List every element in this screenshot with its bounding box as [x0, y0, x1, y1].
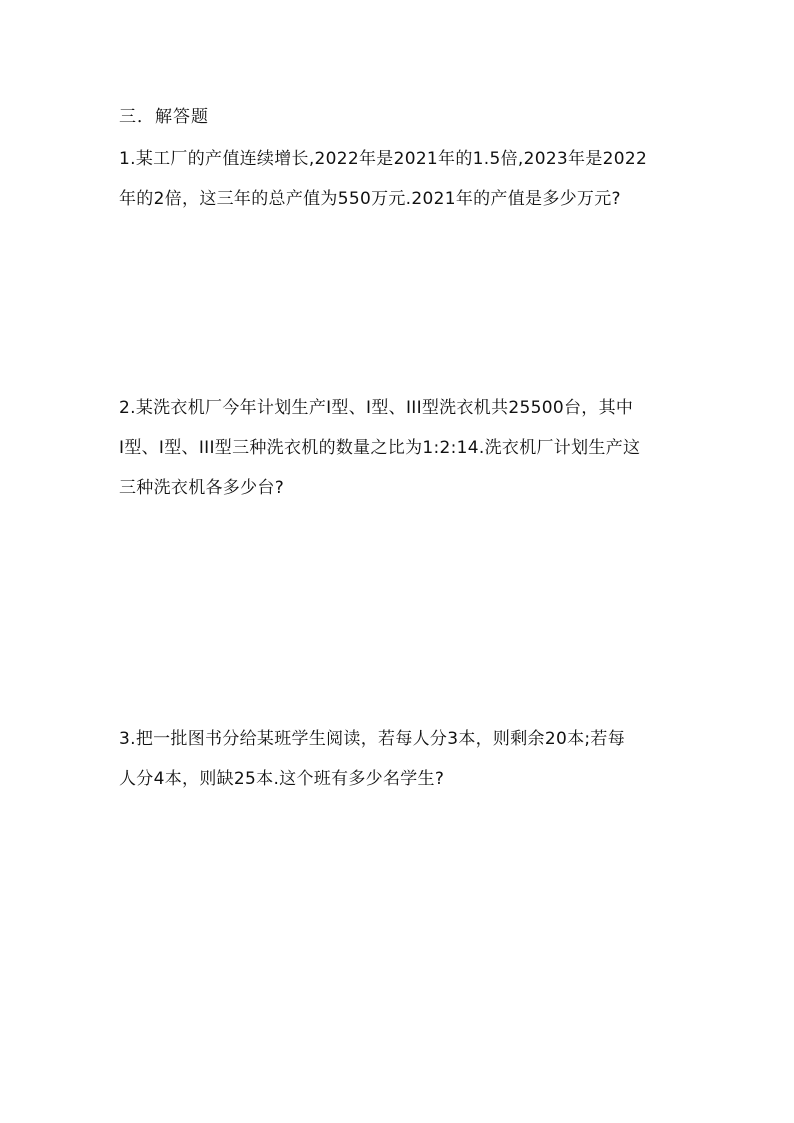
question-2-line-2: I型、I型、III型三种洗衣机的数量之比为1:2:14.洗衣机厂计划生产这: [119, 438, 641, 458]
question-1-line-1: 1.某工厂的产值连续增长,2022年是2021年的1.5倍,2023年是2022: [119, 149, 648, 169]
section-title: 三．解答题: [119, 107, 209, 127]
question-2: [119, 395, 694, 515]
question-2-line-1: 2.某洗衣机厂今年计划生产I型、I型、III型洗衣机共25500台，其中: [119, 398, 634, 418]
question-1: [119, 146, 694, 226]
question-2-line-3: 三种洗衣机各多少台?: [119, 478, 285, 498]
question-3-line-2: 人分4本，则缺25本.这个班有多少名学生?: [119, 769, 445, 789]
question-3-line-1: 3.把一批图书分给某班学生阅读，若每人分3本，则剩余20本;若每: [119, 729, 625, 749]
question-1-line-2: 年的2倍，这三年的总产值为550万元.2021年的产值是多少万元?: [119, 189, 621, 209]
question-3: [119, 726, 694, 806]
